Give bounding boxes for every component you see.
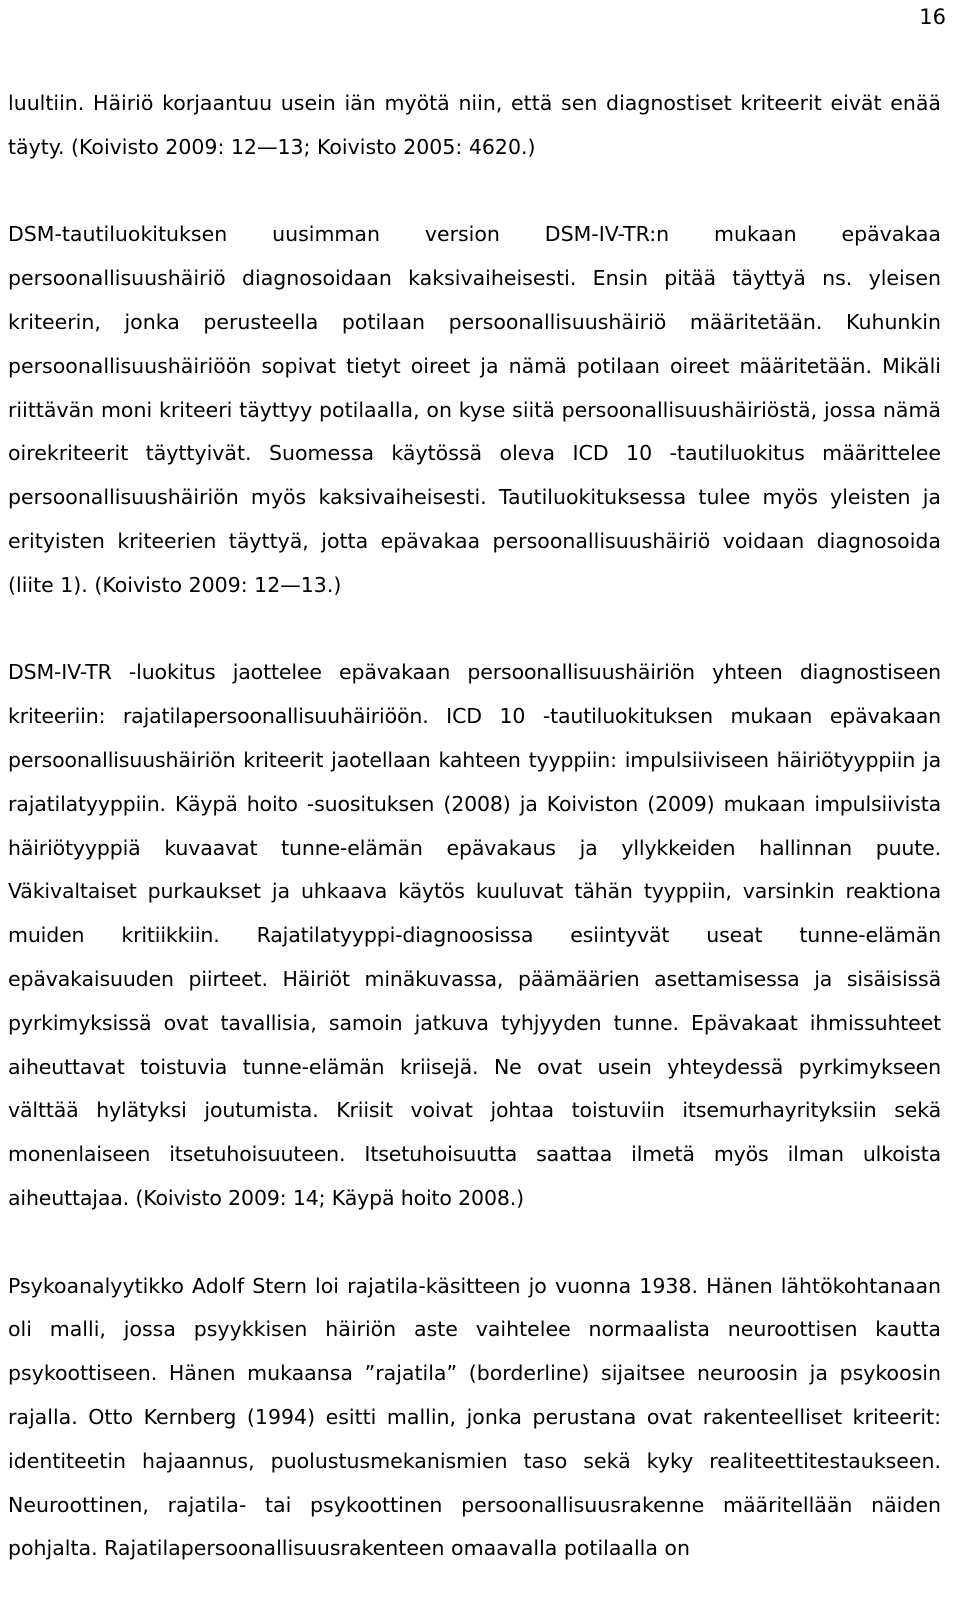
paragraph-gap xyxy=(8,170,941,214)
paragraph-4: Psykoanalyytikko Adolf Stern loi rajatila-käsitteen jo vuonna 1938. Hänen lähtökohtanaan oli malli, jossa psyykkisen häiriön aste vaihtelee normaalista neuroottisen kautta psykoottiseen. Hänen mukaansa ”rajatila” (borderline) sijaitsee neuroosin ja psykoosin rajalla. Otto Kernberg (1994) esitti mallin, jonka perustana ovat rakenteelliset kriteerit: identiteetin hajaannus, puolustusmekanismien taso sekä kyky realiteettitestaukseen. Neuroottinen, rajatila- tai psykoottinen persoonallisuusrakenne määritellään näiden pohjalta. Rajatilapersoonallisuusrakenteen omaavalla potilaalla on xyxy=(8,1273,941,1561)
paragraph-gap xyxy=(8,1221,941,1265)
page-number: 16 xyxy=(919,5,946,29)
paragraph-3: DSM-IV-TR -luokitus jaottelee epävakaan persoonallisuushäiriön yhteen diagnostiseen kriteeriin: rajatilapersoonallisuuhäiriöön. ICD 10 -tautiluokituksen mukaan epävakaan persoonallisuushäiriön kriteerit jaotellaan kahteen tyyppiin: impulsiiviseen häiriötyyppiin ja rajatilatyyppiin. Käypä hoito -suosituksen (2008) ja Koiviston (2009) mukaan impulsiivista häiriötyyppiä kuvaavat tunne-elämän epävakaus ja yllykkeiden hallinnan puute. Väkivaltaiset purkaukset ja uhkaava käytös kuuluvat tähän tyyppiin, varsinkin reaktiona muiden kritiikkiin. Rajatilatyyppi-diagnoosissa esiintyvät useat tunne-elämän epävakaisuuden piirteet. Häiriöt minäkuvassa, päämäärien asettamisessa ja sisäisissä pyrkimyksissä ovat tavallisia, samoin jatkuva tyhjyyden tunne. Epävakaat ihmissuhteet aiheuttavat toistuvia tunne-elämän kriisejä. Ne ovat usein yhteydessä pyrkimykseen välttää hylätyksi joutumista. Kriisit voivat johtaa toistuviin itsemurhayrityksiin sekä monenlaiseen itsetuhoisuuteen. Itsetuhoisuutta saattaa ilmetä myös ilman ulkoista aiheuttajaa. (Koivisto 2009: 14; Käypä hoito 2008.) xyxy=(8,660,941,1210)
paragraph-gap xyxy=(8,608,941,652)
document-body xyxy=(8,82,941,1571)
paragraph-1: luultiin. Häiriö korjaantuu usein iän myötä niin, että sen diagnostiset kriteerit eivät enää täyty. (Koivisto 2009: 12—13; Koivisto 2005: 4620.) xyxy=(8,91,941,159)
paragraph-2: DSM-tautiluokituksen uusimman version DSM-IV-TR:n mukaan epävakaa persoonallisuushäiriö diagnosoidaan kaksivaiheisesti. Ensin pitää täyttyä ns. yleisen kriteerin, jonka perusteella potilaan persoonallisuushäiriö määritetään. Kuhunkin persoonallisuushäiriöön sopivat tietyt oireet ja nämä potilaan oireet määritetään. Mikäli riittävän moni kriteeri täyttyy potilaalla, on kyse siitä persoonallisuushäiriöstä, jossa nämä oirekriteerit täyttyivät. Suomessa käytössä oleva ICD 10 -tautiluokitus määrittelee persoonallisuushäiriön myös kaksivaiheisesti. Tautiluokituksessa tulee myös yleisten ja erityisten kriteerien täyttyä, jotta epävakaa persoonallisuushäiriö voidaan diagnosoida (liite 1). (Koivisto 2009: 12—13.) xyxy=(8,222,941,597)
